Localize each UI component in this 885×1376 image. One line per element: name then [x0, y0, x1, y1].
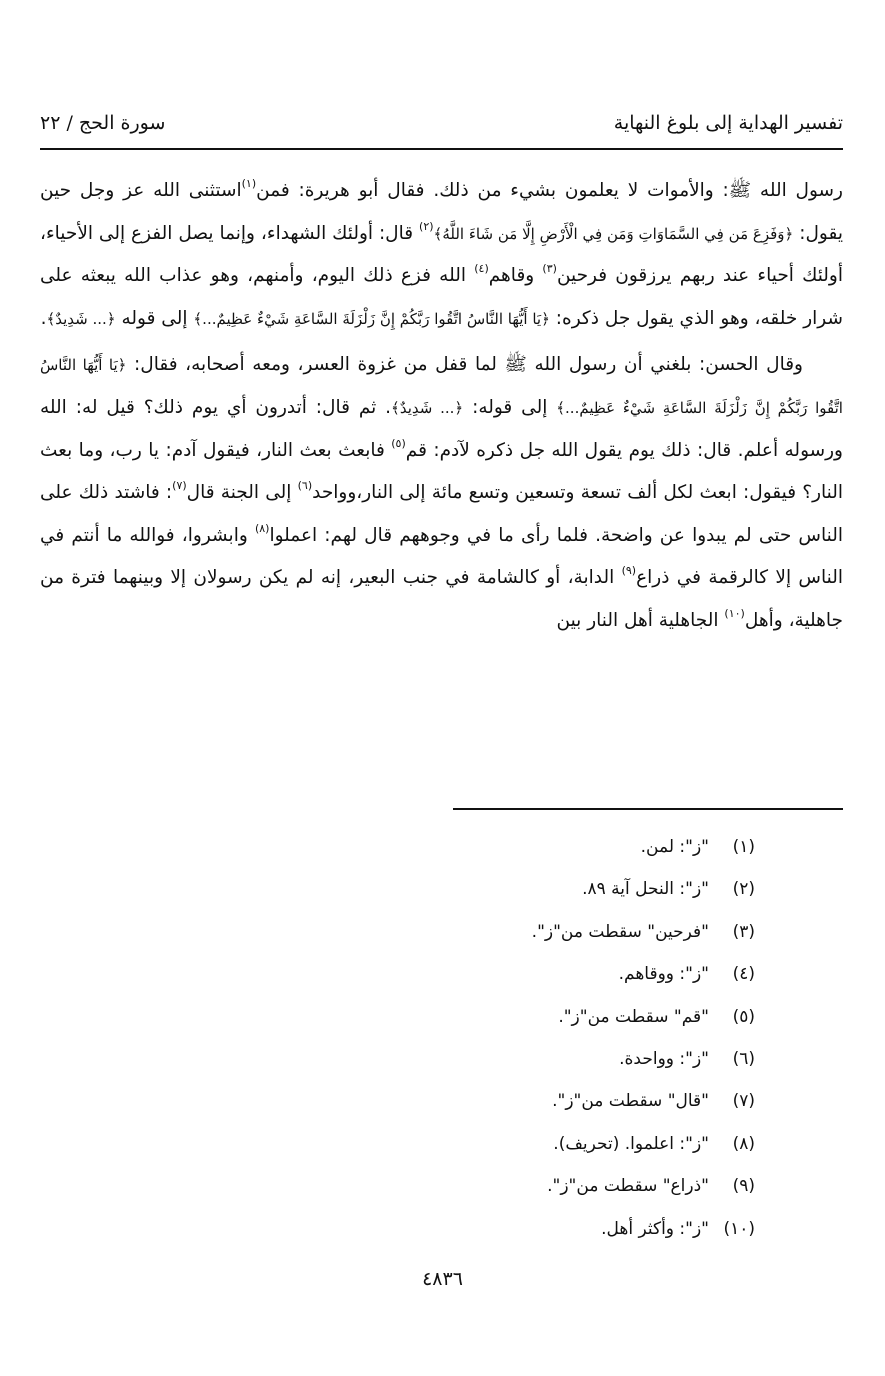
footnote-item [200, 868, 755, 910]
text-run: وابشروا، فوالله ما أنتم في الناس إلا كالرقمة في ذراع [40, 524, 843, 589]
footnote-text: "ز": وواحدة. [619, 1048, 709, 1069]
text-run: : فاشتد ذلك على الناس حتى لم يبدوا عن واضحة. فلما رأى ما في وجوههم قال لهم: اعملوا [40, 482, 843, 546]
text-run: الله فزع ذلك اليوم، وأمنهم، وهو عذاب الله يبعثه على شرار خلقه، وهو الذي يقول جل ذكره: [40, 265, 843, 329]
text-run: الجاهلية أهل النار بين [556, 609, 725, 631]
book-title: تفسير الهداية إلى بلوغ النهاية [613, 112, 843, 134]
footnote-marker: (٦) [297, 479, 313, 493]
footnote-marker: (٩) [621, 564, 637, 578]
footnote-text: "قم" سقطت من"ز". [558, 1006, 709, 1027]
text-run: الدابة، أو كالشامة في جنب البعير، إنه لم يكن رسولان إلا وبينهما فترة من جاهلية، وأهل [40, 567, 843, 631]
quran-verse: ﴿يَا أَيُّهَا النَّاسُ اتَّقُوا رَبَّكُمْ إِنَّ زَلْزَلَةَ السَّاعَةِ شَيْءٌ عَظِيمٌ...﴾ [193, 309, 550, 328]
footnote-number: (٧) [732, 1091, 755, 1112]
quran-verse: ﴿وَفَزِعَ مَن فِي السَّمَاوَاتِ وَمَن فِي الْأَرْضِ إِلَّا مَن شَاءَ اللَّهُ﴾ [433, 224, 794, 243]
footnote-item [200, 1038, 755, 1080]
footnote-text: "ز": اعلموا. (تحريف). [553, 1133, 709, 1154]
text-run: وقاهم [488, 265, 543, 287]
text-run: إلى الجنة قال [186, 482, 298, 504]
text-run: رسول الله ﷺ: والأموات لا يعلمون بشيء من ذلك. فقال أبو هريرة: فمن [256, 180, 843, 201]
text-run: . [40, 307, 47, 329]
footnote-marker: (٧) [172, 479, 187, 493]
footnote-item [200, 996, 755, 1038]
quran-verse: ﴿... شَدِيدٌ﴾ [391, 398, 464, 417]
footnote-number: (٥) [732, 1006, 755, 1027]
footnote-marker: (٨) [254, 521, 270, 535]
footnote-item [200, 911, 755, 953]
footnote-text: "قال" سقطت من"ز". [552, 1091, 709, 1112]
footnote-number: (١) [732, 837, 755, 857]
footnote-marker: (٥) [391, 436, 406, 450]
paragraph-1 [40, 170, 843, 340]
footnote-marker: (٤) [474, 262, 489, 276]
footnote-marker: (٢) [419, 219, 434, 233]
footnote-item [200, 1165, 755, 1207]
quran-verse: ﴿يَا أَيُّهَا النَّاسُ اتَّقُوا رَبَّكُمْ إِنَّ زَلْزَلَةَ السَّاعَةِ شَيْءٌ عَظِيمٌ...﴾ [40, 356, 843, 417]
text-run: فابعث بعث النار، فيقول آدم: يا رب، وما بعث النار؟ فيقول: ابعث لكل ألف تسعة وتسعين وتسع مائة إلى النار،وواحد [40, 439, 843, 504]
footnote-text: "فرحين" سقطت من"ز". [531, 921, 709, 942]
footnote-text: "ز": لمن. [640, 837, 709, 857]
footnote-marker: (١) [241, 177, 257, 190]
footnote-number: (٣) [732, 921, 755, 942]
quran-verse: ﴿... شَدِيدٌ﴾ [46, 309, 116, 328]
surah-label: سورة الحج / ٢٢ [40, 112, 166, 134]
footnote-divider [453, 808, 843, 810]
text-run: استثنى الله عز وجل حين يقول: [40, 180, 843, 244]
running-header [40, 108, 843, 150]
text-run: وقال الحسن: بلغني أن رسول الله ﷺ لما قفل من غزوة العسر، ومعه أصحابه، فقال: [126, 354, 803, 376]
footnote-marker: (١٠) [724, 606, 745, 620]
footnote-text: "ذراع" سقطت من"ز". [547, 1176, 709, 1197]
main-text [40, 170, 843, 643]
footnote-text: "ز": النحل آية ٨٩. [582, 879, 709, 900]
text-run: إلى قوله [115, 307, 194, 329]
footnote-number: (٨) [732, 1133, 755, 1154]
footnote-item [200, 826, 755, 868]
footnote-item [200, 953, 755, 995]
footnote-number: (٦) [732, 1048, 755, 1069]
paragraph-2 [40, 344, 843, 642]
footnote-item [200, 1208, 755, 1250]
footnote-text: "ز": ووقاهم. [618, 964, 709, 985]
footnote-number: (٤) [732, 964, 755, 985]
text-run: إلى قوله: [463, 396, 557, 418]
footnote-text: "ز": وأكثر أهل. [601, 1218, 709, 1239]
footnote-number: (٩) [732, 1176, 755, 1197]
footnote-marker: (٣) [542, 262, 557, 276]
text-run: . ثم قال: أتدرون أي يوم ذلك؟ قيل له: الله ورسوله أعلم. قال: ذلك يوم يقول الله جل ذكره لآدم: قم [40, 396, 843, 461]
text-run: قال: أولئك الشهداء، وإنما يصل الفزع إلى الأحياء، أولئك أحياء عند ربهم يرزقون فرحين [40, 222, 843, 287]
footnote-number: (١٠) [723, 1218, 755, 1239]
footnote-item [200, 1080, 755, 1122]
footnote-number: (٢) [732, 879, 755, 900]
footnotes-list [200, 826, 755, 1250]
page-number: ٤٨٣٦ [422, 1268, 463, 1290]
footnote-item [200, 1123, 755, 1165]
